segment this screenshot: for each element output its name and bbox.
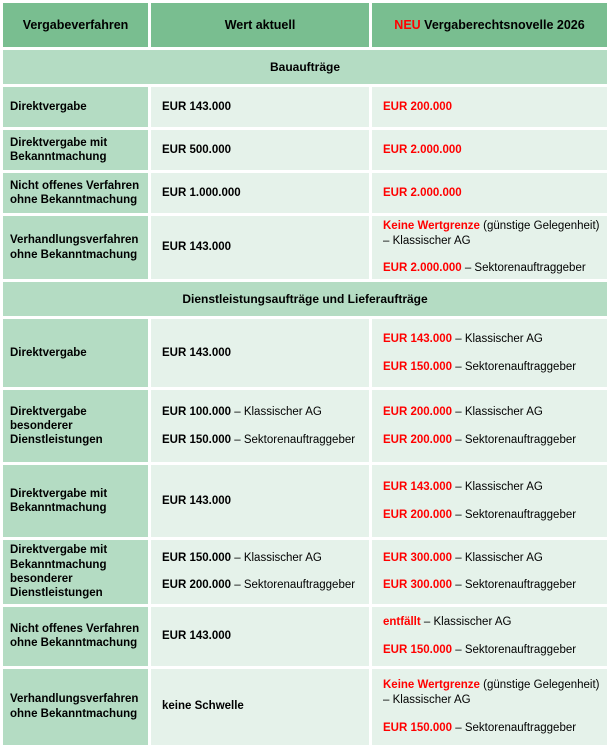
text-segment: – Sektorenauftraggeber (452, 643, 577, 656)
table-row (3, 130, 607, 170)
text-segment: EUR 150.000 (162, 551, 232, 564)
table-row (3, 390, 607, 462)
new-value-cell (372, 216, 607, 279)
new-value-cell (372, 130, 607, 170)
cell-line (383, 480, 604, 495)
cell-line (162, 551, 366, 566)
new-value-cell (372, 173, 607, 213)
text-segment: EUR 143.000 (383, 332, 453, 345)
section-title: Dienstleistungsaufträge und Lieferaufträge (3, 282, 607, 316)
text-segment: – Klassischer AG (231, 551, 322, 564)
header-row (3, 3, 607, 47)
text-segment: – Sektorenauftraggeber (452, 508, 577, 521)
text-segment: EUR 200.000 (162, 579, 232, 592)
text-segment: Keine Wertgrenze (383, 220, 480, 232)
text-segment: EUR 150.000 (383, 643, 453, 656)
table-row (3, 540, 607, 604)
table-row (3, 607, 607, 666)
cell-line (383, 508, 604, 523)
cell-line (162, 578, 366, 593)
text-segment: – Klassischer AG (452, 405, 543, 418)
new-value-cell (372, 540, 607, 604)
text-segment: EUR 143.000 (162, 346, 232, 359)
new-value-cell (372, 87, 607, 127)
procedure-cell: Verhandlungsverfahren ohne Bekanntmachung (3, 669, 148, 745)
text-segment: – Sektorenauftraggeber (452, 360, 577, 373)
column-header-vergabeverfahren: Vergabeverfahren (3, 3, 148, 47)
text-segment: EUR 143.000 (162, 100, 232, 113)
text-segment: – Klassischer AG (420, 615, 512, 628)
procedure-cell: Direktvergabe (3, 319, 148, 387)
cell-line (383, 332, 604, 347)
text-segment: EUR 300.000 (383, 579, 453, 592)
cell-line (383, 261, 604, 276)
new-value-cell (372, 319, 607, 387)
text-segment: EUR 143.000 (162, 494, 232, 507)
new-value-cell (372, 465, 607, 537)
procedure-cell: Direktvergabe mit Bekanntmachung (3, 130, 148, 170)
text-segment: – Klassischer AG (231, 405, 322, 418)
cell-line (383, 100, 604, 115)
current-value-cell (151, 173, 369, 213)
text-segment: – Klassischer AG (452, 332, 543, 345)
cell-line (383, 405, 604, 420)
table-header (3, 3, 607, 47)
cell-line (162, 433, 366, 448)
section-title: Bauaufträge (3, 50, 607, 84)
table-row (3, 87, 607, 127)
table-row (3, 669, 607, 745)
text-segment: EUR 500.000 (162, 143, 232, 156)
cell-line (383, 578, 604, 593)
text-segment: EUR 143.000 (162, 241, 232, 254)
cell-line (162, 405, 366, 420)
text-segment: EUR 2.000.000 (383, 262, 462, 275)
cell-line (383, 360, 604, 375)
section-header-row (3, 50, 607, 84)
text-segment: EUR 150.000 (383, 721, 453, 734)
cell-line (383, 721, 604, 736)
procedure-cell: Direktvergabe (3, 87, 148, 127)
table-body (3, 50, 607, 745)
text-segment: EUR 100.000 (162, 405, 232, 418)
column-header-wert-aktuell: Wert aktuell (151, 3, 369, 47)
table-row (3, 216, 607, 279)
text-segment: – Sektorenauftraggeber (231, 579, 356, 592)
text-segment: NEU (394, 18, 421, 32)
cell-line (383, 143, 604, 158)
cell-line (383, 678, 604, 707)
text-segment: EUR 150.000 (383, 360, 453, 373)
text-segment: EUR 143.000 (162, 629, 232, 642)
table-row (3, 173, 607, 213)
text-segment: – Sektorenauftraggeber (461, 262, 586, 275)
cell-line (383, 643, 604, 658)
text-segment: EUR 200.000 (383, 405, 453, 418)
column-header-neu-vergaberechtsnovelle (372, 3, 607, 47)
text-segment: EUR 2.000.000 (383, 143, 462, 156)
text-segment: EUR 200.000 (383, 100, 453, 113)
text-segment: – Klassischer AG (452, 480, 543, 493)
current-value-cell (151, 130, 369, 170)
cell-line (162, 143, 366, 158)
procedure-cell: Nicht offenes Verfahren ohne Bekanntmachung (3, 607, 148, 666)
text-segment: EUR 143.000 (383, 480, 453, 493)
text-segment: (günstige Gelegenheit) – Klassischer AG (383, 220, 600, 247)
procedure-cell: Direktvergabe besonderer Dienstleistungen (3, 390, 148, 462)
current-value-cell (151, 465, 369, 537)
text-segment: EUR 1.000.000 (162, 186, 241, 199)
cell-line (162, 100, 366, 115)
text-segment: EUR 2.000.000 (383, 186, 462, 199)
cell-line (162, 346, 366, 361)
text-segment: – Sektorenauftraggeber (231, 433, 356, 446)
text-segment: EUR 150.000 (162, 433, 232, 446)
table-row (3, 319, 607, 387)
text-segment: – Klassischer AG (452, 551, 543, 564)
current-value-cell (151, 319, 369, 387)
new-value-cell (372, 390, 607, 462)
text-segment: (günstige Gelegenheit) – Klassischer AG (383, 679, 600, 706)
cell-line (383, 615, 604, 630)
cell-line (162, 186, 366, 201)
current-value-cell (151, 669, 369, 745)
procedure-cell: Direktvergabe mit Bekanntmachung (3, 465, 148, 537)
procedure-cell: Verhandlungsverfahren ohne Bekanntmachung (3, 216, 148, 279)
current-value-cell (151, 216, 369, 279)
cell-line (383, 219, 604, 248)
procedure-cell: Direktvergabe mit Bekanntmachung besonderer Dienstleistungen (3, 540, 148, 604)
text-segment: – Sektorenauftraggeber (452, 721, 577, 734)
text-segment: keine Schwelle (162, 700, 244, 713)
text-segment: Vergaberechtsnovelle 2026 (420, 18, 585, 32)
text-segment: EUR 300.000 (383, 551, 453, 564)
text-segment: – Sektorenauftraggeber (452, 579, 577, 592)
current-value-cell (151, 390, 369, 462)
current-value-cell (151, 607, 369, 666)
current-value-cell (151, 87, 369, 127)
current-value-cell (151, 540, 369, 604)
text-segment: EUR 200.000 (383, 433, 453, 446)
text-segment: – Sektorenauftraggeber (452, 433, 577, 446)
table-row (3, 465, 607, 537)
cell-line (162, 629, 366, 644)
cell-line (162, 699, 366, 714)
text-segment: entfällt (383, 615, 421, 628)
cell-line (383, 433, 604, 448)
text-segment: Keine Wertgrenze (383, 679, 480, 692)
new-value-cell (372, 607, 607, 666)
cell-line (162, 240, 366, 255)
cell-line (162, 494, 366, 509)
cell-line (383, 186, 604, 201)
procedure-cell: Nicht offenes Verfahren ohne Bekanntmachung (3, 173, 148, 213)
cell-line (383, 551, 604, 566)
text-segment: EUR 200.000 (383, 508, 453, 521)
new-value-cell (372, 669, 607, 745)
section-header-row (3, 282, 607, 316)
